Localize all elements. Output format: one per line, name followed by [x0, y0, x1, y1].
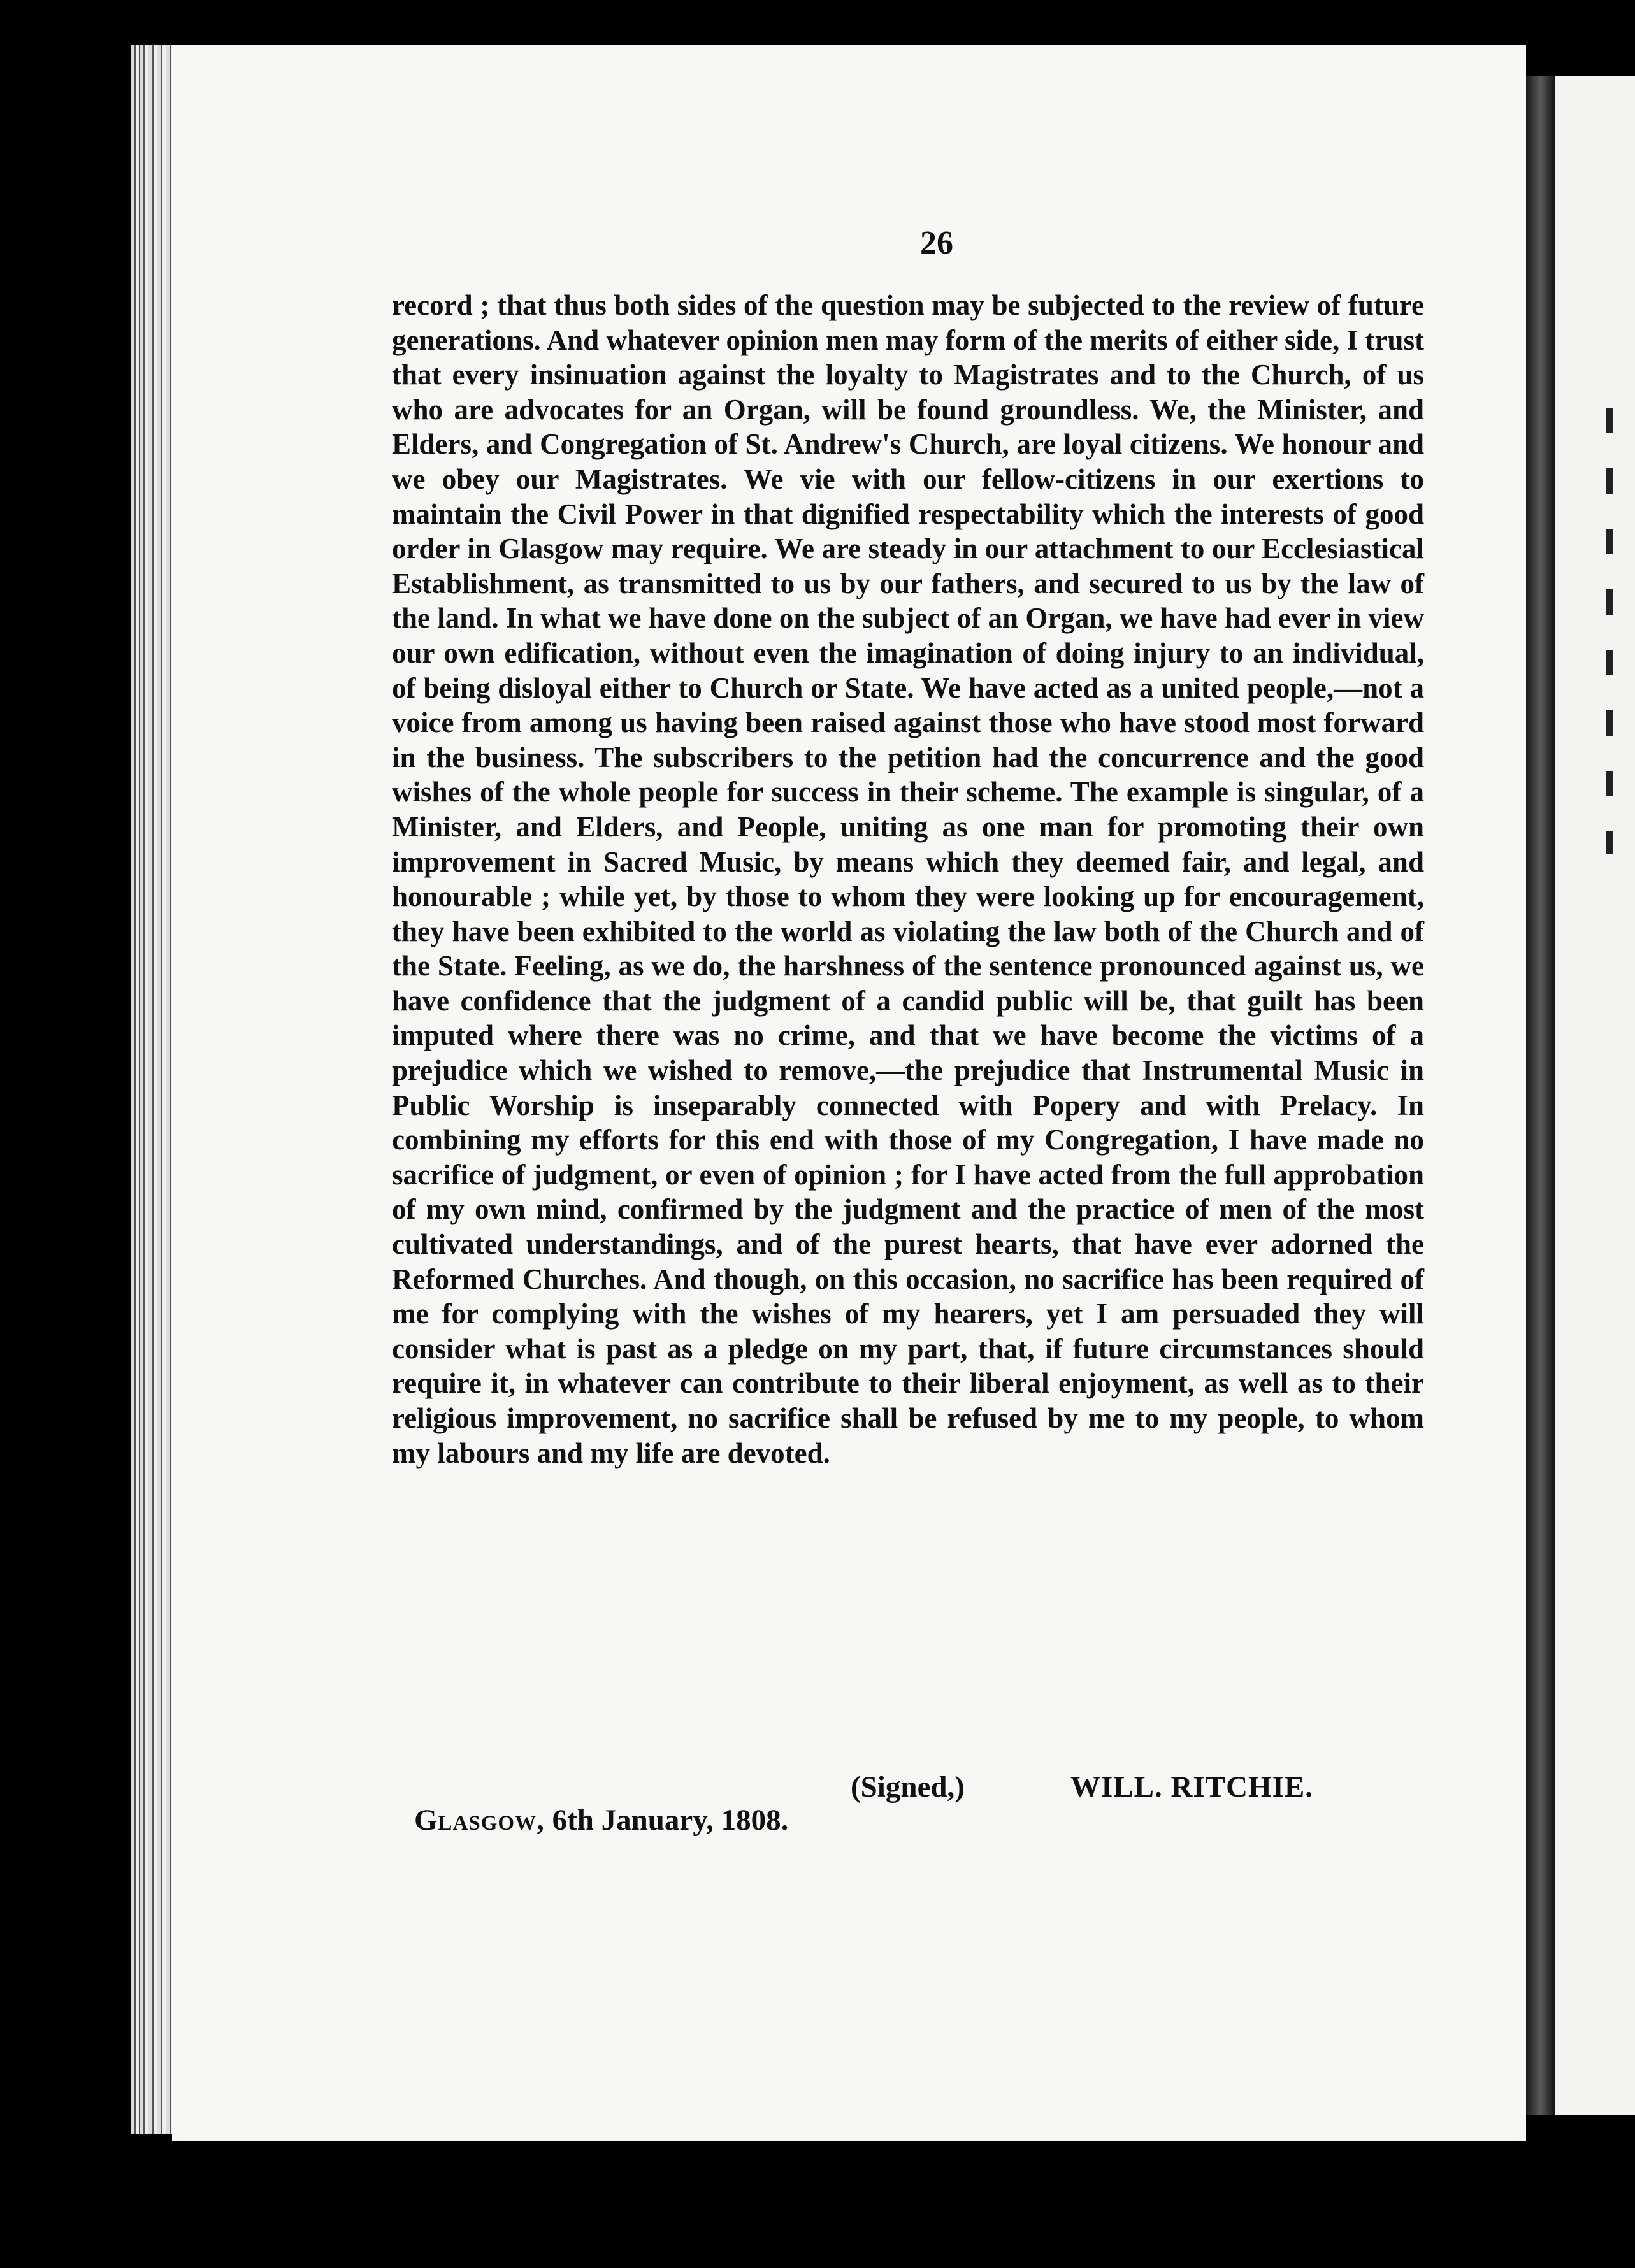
facing-page-marks: [1606, 408, 1613, 854]
signed-label: (Signed,): [851, 1770, 965, 1804]
page-number: 26: [920, 225, 953, 261]
gutter-shadow: [1526, 76, 1555, 2115]
page-edges: [131, 45, 175, 2134]
place-date-line: [414, 1803, 788, 1837]
body-paragraph: record ; that thus both sides of the question may be subjected to the review of future generations. And whatever opinion men may form of the merits of either side, I trust that every insinuation against the loyalty to Magistrates and to the Church, of us who are advocates for an Organ, will be found groundless. We, the Minister, and Elders, and Congregation of St. Andrew's Church, are loyal citizens. We honour and we obey our Magistrates. We vie with our fellow-citizens in our exertions to maintain the Civil Power in that dignified respectability which the interests of good order in Glasgow may require. We are steady in our attachment to our Ecclesiastical Establishment, as transmitted to us by our fathers, and secured to us by the law of the land. In what we have done on the subject of an Organ, we have had ever in view our own edification, without even the imagination of doing injury to an individual, of being disloyal either to Church or State. We have acted as a united people,—not a voice from among us having been raised against those who have stood most forward in the business. The subscribers to the petition had the concurrence and the good wishes of the whole people for success in their scheme. The example is singular, of a Minister, and Elders, and People, uniting as one man for promoting their own improvement in Sacred Music, by means which they deemed fair, and legal, and honourable ; while yet, by those to whom they were looking up for encouragement, they have been exhibited to the world as violating the law both of the Church and of the State. Feeling, as we do, the harshness of the sentence pronounced against us, we have confidence that the judgment of a candid public will be, that guilt has been imputed where there was no crime, and that we have become the victims of a prejudice which we wished to remove,—the prejudice that Instrumental Music in Public Worship is inseparably connected with Popery and with Prelacy. In combining my efforts for this end with those of my Congregation, I have made no sacrifice of judgment, or even of opinion ; for I have acted from the full approbation of my own mind, confirmed by the judgment and the practice of men of the most cultivated understandings, and of the purest hearts, that have ever adorned the Reformed Churches. And though, on this occasion, no sacrifice has been required of me for complying with the wishes of my hearers, yet I am persuaded they will consider what is past as a pledge on my part, that, if future circumstances should require it, in whatever can contribute to their liberal enjoyment, as well as to their religious improvement, no sacrifice shall be refused by me to my people, to whom my labours and my life are devoted.: [392, 289, 1424, 1469]
signature-name: WILL. RITCHIE.: [1070, 1770, 1313, 1804]
facing-page-edge: [1555, 76, 1635, 2115]
date-text: 6th January, 1808.: [552, 1804, 789, 1837]
place-name: Glasgow,: [414, 1804, 545, 1837]
